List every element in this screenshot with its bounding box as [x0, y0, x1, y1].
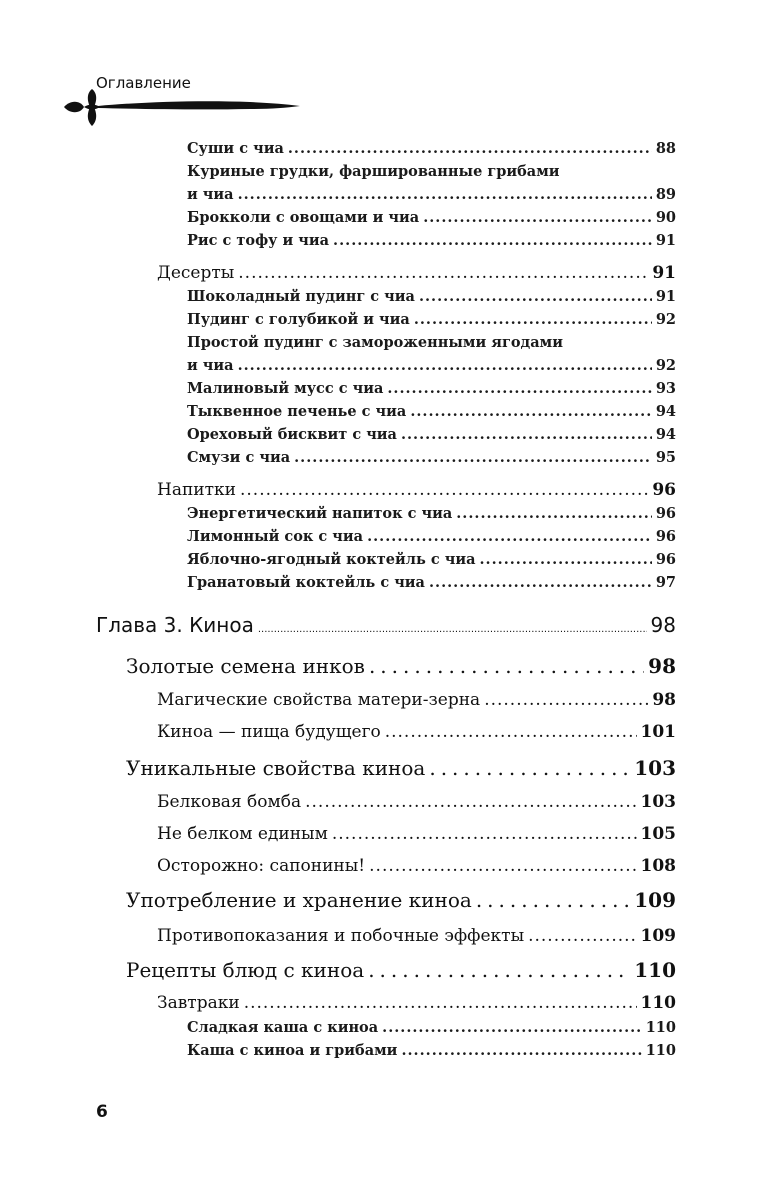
toc-entry-page: 98 — [652, 690, 676, 710]
toc-leader — [414, 311, 652, 328]
toc-entry[interactable] — [157, 926, 676, 946]
toc-entry-page: 88 — [655, 140, 676, 157]
toc-entry[interactable] — [187, 357, 676, 374]
toc-leader — [368, 958, 630, 982]
toc-entry-title: Противопоказания и побочные эффекты — [157, 926, 525, 946]
toc-entry-page: 108 — [640, 856, 676, 876]
toc-entry[interactable] — [187, 140, 676, 157]
toc-entry[interactable] — [187, 426, 676, 443]
toc-entry-page: 89 — [655, 186, 676, 203]
toc-entry-title: Употребление и хранение киноа — [126, 888, 472, 912]
toc-leader — [238, 186, 652, 203]
toc-leader — [244, 993, 637, 1013]
toc-leader — [305, 792, 636, 812]
toc-leader — [288, 140, 652, 157]
toc-entry-title: Не белком единым — [157, 824, 328, 844]
toc-entry-page: 91 — [652, 263, 676, 283]
toc-entry-title: Завтраки — [157, 993, 240, 1013]
toc-section-entry[interactable] — [126, 756, 676, 780]
toc-entry-title: Ореховый бисквит с чиа — [187, 426, 397, 443]
toc-entry-page: 96 — [655, 528, 676, 545]
toc-section-entry[interactable] — [126, 888, 676, 912]
toc-leader — [369, 856, 636, 876]
toc-leader — [332, 824, 637, 844]
toc-entry-title: Яблочно-ягодный коктейль с чиа — [187, 551, 476, 568]
toc-leader — [484, 690, 648, 710]
toc-entry-page: 98 — [648, 654, 676, 678]
toc-entry-title: Суши с чиа — [187, 140, 284, 157]
toc-chapter-entry[interactable] — [96, 613, 676, 637]
toc-entry-page: 109 — [640, 926, 676, 946]
toc-entry[interactable] — [187, 574, 676, 591]
toc-leader — [369, 654, 644, 678]
toc-entry[interactable] — [187, 209, 676, 226]
toc-leader — [401, 1042, 641, 1059]
toc-entry-title: Золотые семена инков — [126, 654, 365, 678]
header-ornament-icon — [60, 88, 310, 128]
toc-entry-title: Малиновый мусс с чиа — [187, 380, 384, 397]
toc-entry[interactable] — [157, 993, 676, 1013]
toc-entry-title: Рецепты блюд с киноа — [126, 958, 365, 982]
toc-leader — [238, 263, 648, 283]
toc-entry[interactable] — [187, 403, 676, 420]
toc-entry-page: 98 — [650, 613, 676, 637]
toc-entry-page: 90 — [655, 209, 676, 226]
toc-entry-title: Простой пудинг с замороженными ягодами — [187, 334, 563, 351]
toc-entry-title: Белковая бомба — [157, 792, 302, 812]
toc-entry-page: 96 — [655, 505, 676, 522]
toc-entry-page: 91 — [655, 232, 676, 249]
toc-entry[interactable] — [157, 722, 676, 742]
toc-entry-page: 94 — [655, 426, 676, 443]
toc-entry-page: 110 — [640, 993, 676, 1013]
toc-entry[interactable] — [187, 232, 676, 249]
toc-entry[interactable] — [187, 288, 676, 305]
toc-entry-page: 110 — [634, 958, 676, 982]
toc-entry-title: Тыквенное печенье с чиа — [187, 403, 407, 420]
toc-entry[interactable] — [187, 186, 676, 203]
toc-entry-page: 109 — [634, 888, 676, 912]
toc-entry-title: и чиа — [187, 186, 234, 203]
toc-entry[interactable] — [157, 824, 676, 844]
toc-entry-page: 92 — [655, 357, 676, 374]
toc-entry[interactable] — [187, 311, 676, 328]
toc-entry-title: Киноа — пища будущего — [157, 722, 381, 742]
toc-entry-title: Лимонный сок с чиа — [187, 528, 364, 545]
toc-entry[interactable] — [187, 551, 676, 568]
toc-leader — [333, 232, 652, 249]
toc-entry[interactable] — [187, 1042, 676, 1059]
toc-leader — [258, 624, 647, 635]
page-number: 6 — [96, 1102, 108, 1122]
toc-entry-title: Смузи с чиа — [187, 449, 291, 466]
toc-section-entry[interactable] — [126, 654, 676, 678]
toc-entry-title: Осторожно: сапонины! — [157, 856, 366, 876]
toc-entry[interactable] — [187, 449, 676, 466]
toc-entry-title: Каша с киноа и грибами — [187, 1042, 398, 1059]
toc-entry-page: 95 — [655, 449, 676, 466]
toc-entry-page: 97 — [655, 574, 676, 591]
toc-leader — [367, 528, 652, 545]
toc-entry[interactable] — [187, 528, 676, 545]
toc-entry[interactable] — [157, 856, 676, 876]
toc-leader — [423, 209, 652, 226]
toc-entry-title: Брокколи с овощами и чиа — [187, 209, 420, 226]
toc-entry-page: 110 — [645, 1019, 676, 1036]
toc-entry-title: Напитки — [157, 480, 236, 500]
toc-entry-page: 92 — [655, 311, 676, 328]
toc-leader — [429, 574, 652, 591]
toc-entry-page: 110 — [645, 1042, 676, 1059]
toc-entry-title: Десерты — [157, 263, 235, 283]
toc-leader — [387, 380, 651, 397]
toc-entry[interactable] — [187, 380, 676, 397]
toc-entry[interactable] — [187, 505, 676, 522]
toc-leader — [476, 888, 630, 912]
toc-leader — [410, 403, 652, 420]
toc-entry-page: 96 — [652, 480, 676, 500]
toc-leader — [528, 926, 636, 946]
toc-leader — [238, 357, 652, 374]
toc-entry-title: Магические свойства матери-зерна — [157, 690, 481, 710]
toc-leader — [385, 722, 637, 742]
toc-leader — [294, 449, 652, 466]
toc-entry-title: Энергетический напиток с чиа — [187, 505, 453, 522]
toc-section-entry[interactable] — [126, 958, 676, 982]
toc-entry-page: 96 — [655, 551, 676, 568]
toc-entry-title: Глава 3. Киноа — [96, 613, 254, 637]
toc-entry-page: 103 — [640, 792, 676, 812]
toc-leader — [419, 288, 652, 305]
toc-entry-page: 91 — [655, 288, 676, 305]
toc-entry-title: и чиа — [187, 357, 234, 374]
toc-entry[interactable] — [157, 690, 676, 710]
toc-entry-title: Сладкая каша с киноа — [187, 1019, 379, 1036]
toc-leader — [456, 505, 652, 522]
toc-entry-page: 103 — [634, 756, 676, 780]
toc-entry-page: 94 — [655, 403, 676, 420]
toc-leader — [401, 426, 652, 443]
toc-entry[interactable] — [157, 792, 676, 812]
toc-entry-title: Уникальные свойства киноа — [126, 756, 426, 780]
toc-entry[interactable] — [157, 263, 676, 283]
toc-entry[interactable] — [157, 480, 676, 500]
toc-entry[interactable] — [187, 1019, 676, 1036]
toc-entry-title: Рис с тофу и чиа — [187, 232, 330, 249]
toc-entry-title: Пудинг с голубикой и чиа — [187, 311, 410, 328]
toc-leader — [429, 756, 630, 780]
toc-entry-page: 93 — [655, 380, 676, 397]
toc-leader — [480, 551, 652, 568]
running-header: Оглавление — [96, 74, 191, 92]
toc-entry-title: Куриные грудки, фаршированные грибами — [187, 163, 560, 180]
toc-entry-title: Шоколадный пудинг с чиа — [187, 288, 415, 305]
toc-entry-page: 101 — [640, 722, 676, 742]
toc-entry-page: 105 — [640, 824, 676, 844]
toc-entry-title: Гранатовый коктейль с чиа — [187, 574, 425, 591]
toc-leader — [240, 480, 648, 500]
toc-leader — [382, 1019, 642, 1036]
